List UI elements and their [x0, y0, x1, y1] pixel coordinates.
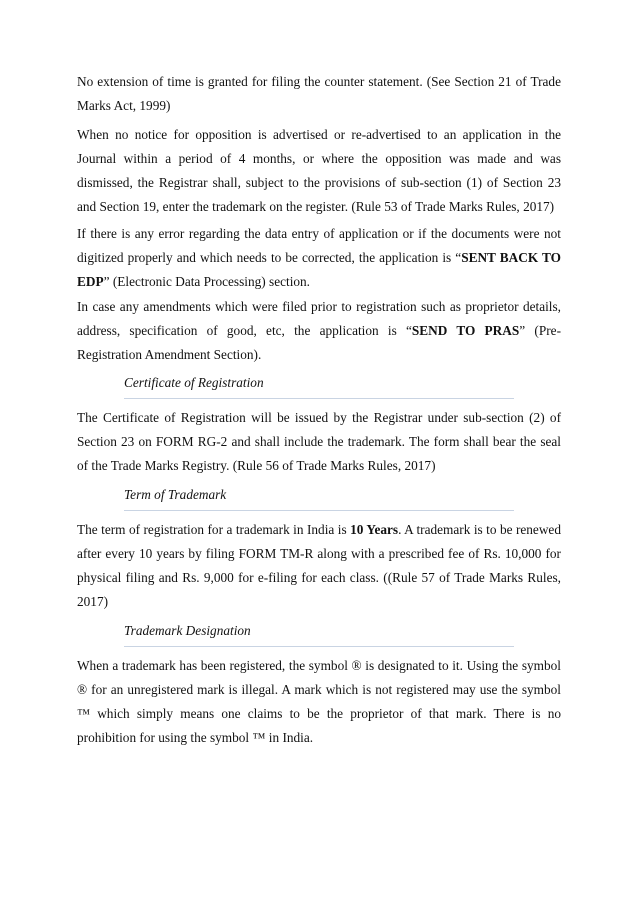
paragraph-counter-statement: No extension of time is granted for filing the counter statement. (See Section 21 of Trade Marks Act, 1999) — [77, 74, 561, 113]
heading-underline — [124, 646, 514, 647]
p4-text-a: In case any amendments which were filed prior to registration such as proprietor details, address, specification of good, etc, the application is “ — [77, 299, 561, 338]
p3-text-a: If there is any error regarding the data entry of application or if the documents were not digitized properly and which needs to be corrected, the application is “ — [77, 226, 561, 265]
heading-trademark-designation: Trademark Designation — [124, 623, 251, 638]
p3-text-c: ” (Electronic Data Processing) section. — [103, 274, 311, 289]
paragraph-send-to-pras — [77, 295, 561, 367]
heading-certificate-of-registration: Certificate of Registration — [124, 375, 264, 390]
paragraph-designation: When a trademark has been registered, the symbol ® is designated to it. Using the symbol ® for an unregistered mark is illegal. A mark which is not registered may use the symbol ™ which simply means one claims to be the proprietor of that mark. There is no prohibition for using the symbol ™ in India. — [77, 658, 561, 745]
paragraph-term — [77, 518, 561, 614]
p4-text-c: ” (Pre-Registration Amendment Section). — [77, 323, 561, 362]
heading-term-of-trademark: Term of Trademark — [124, 487, 227, 502]
p6-bold-10-years: 10 Years — [350, 522, 399, 537]
p6-text-c: . A trademark is to be renewed after every 10 years by filing FORM TM-R along with a prescribed fee of Rs. 10,000 for physical filing and Rs. 9,000 for e-filing for each class. ((Rule 57 of Trade Marks Rules, 2017) — [77, 522, 561, 609]
p3-bold-edp: SENT BACK TO EDP — [77, 250, 561, 289]
p4-bold-pras: SEND TO PRAS — [411, 323, 520, 338]
heading-underline — [124, 398, 514, 399]
p6-text-a: The term of registration for a trademark in India is — [77, 522, 351, 537]
heading-underline — [124, 510, 514, 511]
paragraph-sent-back-to-edp — [77, 222, 561, 294]
paragraph-registration-entry: When no notice for opposition is advertised or re-advertised to an application in the Journal within a period of 4 months, or where the opposition was made and was dismissed, the Registrar shall, subject to the provisions of sub-section (1) of Section 23 and Section 19, enter the trademark on the register. (Rule 53 of Trade Marks Rules, 2017) — [77, 127, 561, 214]
paragraph-certificate: The Certificate of Registration will be issued by the Registrar under sub-section (2) of Section 23 on FORM RG-2 and shall include the trademark. The form shall bear the seal of the Trade Marks Registry. (Rule 56 of Trade Marks Rules, 2017) — [77, 410, 561, 473]
